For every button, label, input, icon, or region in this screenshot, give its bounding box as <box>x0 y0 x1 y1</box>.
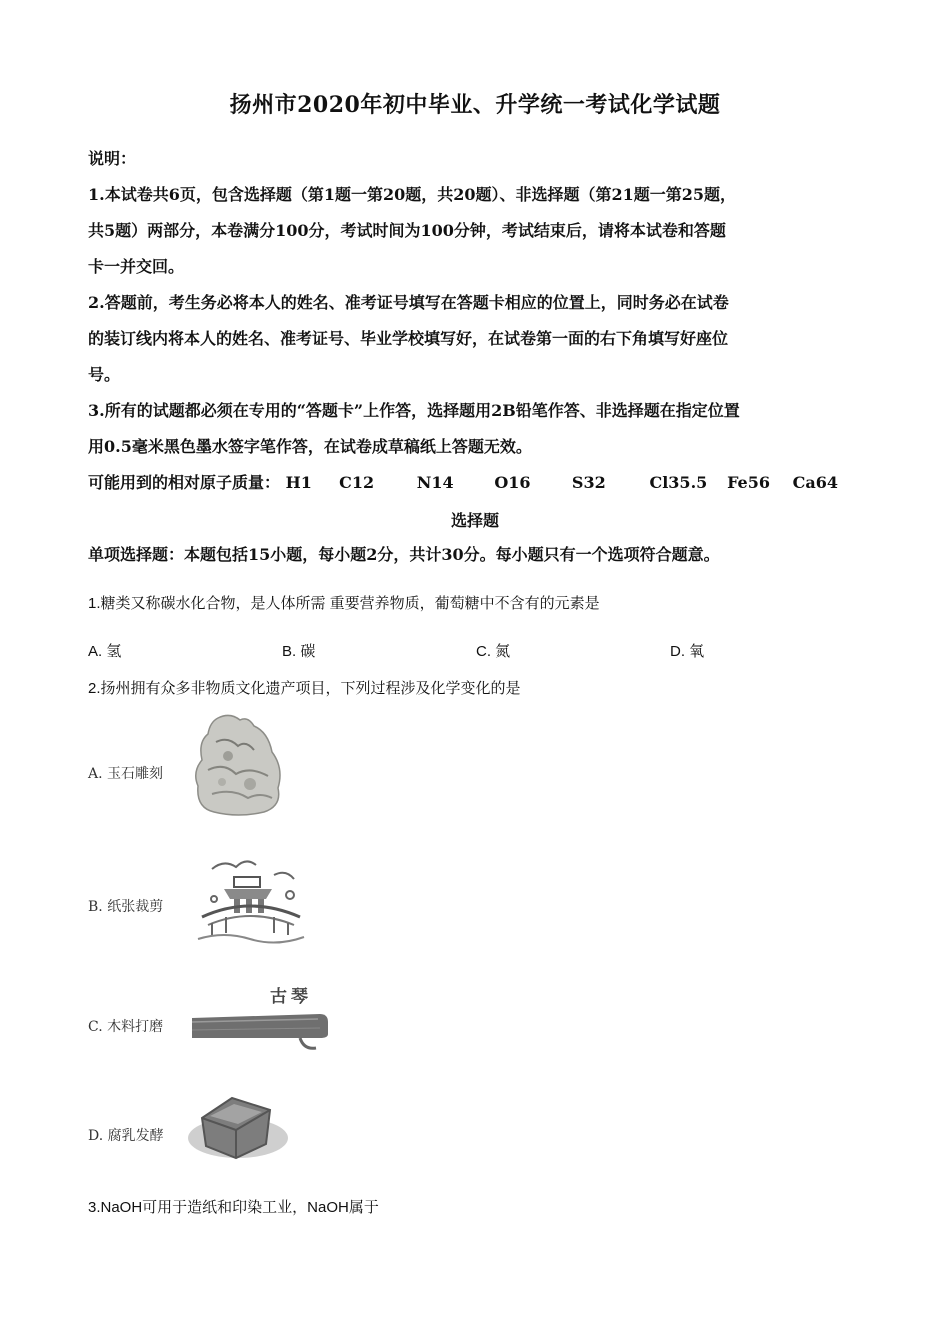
instruction-line: 1.本试卷共6页，包含选择题（第1题一第20题，共20题）、非选择题（第21题一第25题， <box>88 185 737 204</box>
instruction-line: 号。 <box>88 365 121 384</box>
instruction-line: 共5题）两部分，本卷满分100分，考试时间为100分钟，考试结束后，请将本试卷和答题 <box>88 221 726 240</box>
option-a[interactable]: A. 氢 <box>88 643 122 660</box>
option-d[interactable]: D. 腐乳发酵 <box>88 1128 164 1144</box>
fermented-tofu-image <box>184 1086 290 1164</box>
atomic-mass-item: N14 <box>416 473 454 492</box>
option-c[interactable]: C. 木料打磨 <box>88 1019 164 1035</box>
atomic-mass-item: Cl35.5 <box>649 473 708 492</box>
atomic-mass-item: Ca64 <box>792 473 839 492</box>
instructions-heading: 说明： <box>88 149 137 168</box>
atomic-mass-item: Fe56 <box>727 473 770 492</box>
instruction-line: 用0.5毫米黑色墨水签字笔作答，在试卷成草稿纸上答题无效。 <box>88 437 532 456</box>
jade-carving-image <box>188 712 288 816</box>
atomic-mass-item: O16 <box>494 473 531 492</box>
guqin-caption: 古琴 <box>270 987 312 1007</box>
instruction-line: 的装订线内将本人的姓名、准考证号、毕业学校填写好，在试卷第一面的右下角填写好座位 <box>88 329 729 348</box>
question-stem: 1.糖类又称碳水化合物，是人体所需 重要营养物质，葡萄糖中不含有的元素是 <box>88 595 600 612</box>
option-d[interactable]: D. 氧 <box>670 643 705 660</box>
section-description: 单项选择题：本题包括15小题，每小题2分，共计30分。每小题只有一个选项符合题意。 <box>88 545 720 564</box>
instruction-line: 3.所有的试题都必须在专用的“答题卡”上作答，选择题用2B铅笔作答、非选择题在指定位置 <box>88 401 740 420</box>
atomic-mass-item: H1 <box>285 473 312 492</box>
instruction-line: 卡一并交回。 <box>88 257 185 276</box>
atomic-mass-label: 可能用到的相对原子质量： <box>88 473 281 492</box>
page-title: 扬州市2020年初中毕业、升学统一考试化学试题 <box>229 92 721 118</box>
option-b[interactable]: B. 碳 <box>282 643 316 660</box>
option-a[interactable]: A. 玉石雕刻 <box>88 766 164 782</box>
atomic-mass-line <box>88 470 878 493</box>
option-b[interactable]: B. 纸张裁剪 <box>88 899 164 915</box>
question-stem: 3.NaOH可用于造纸和印染工业，NaOH属于 <box>88 1199 379 1216</box>
atomic-mass-item: C12 <box>339 473 375 492</box>
question-stem: 2.扬州拥有众多非物质文化遗产项目，下列过程涉及化学变化的是 <box>88 680 521 697</box>
section-title: 选择题 <box>450 511 499 530</box>
instruction-line: 2.答题前，考生务必将本人的姓名、准考证号填写在答题卡相应的位置上，同时务必在试卷 <box>88 293 729 312</box>
guqin-image <box>188 1008 330 1058</box>
atomic-mass-item: S32 <box>571 473 606 492</box>
option-c[interactable]: C. 氮 <box>476 643 511 660</box>
paper-cut-image <box>194 855 309 947</box>
